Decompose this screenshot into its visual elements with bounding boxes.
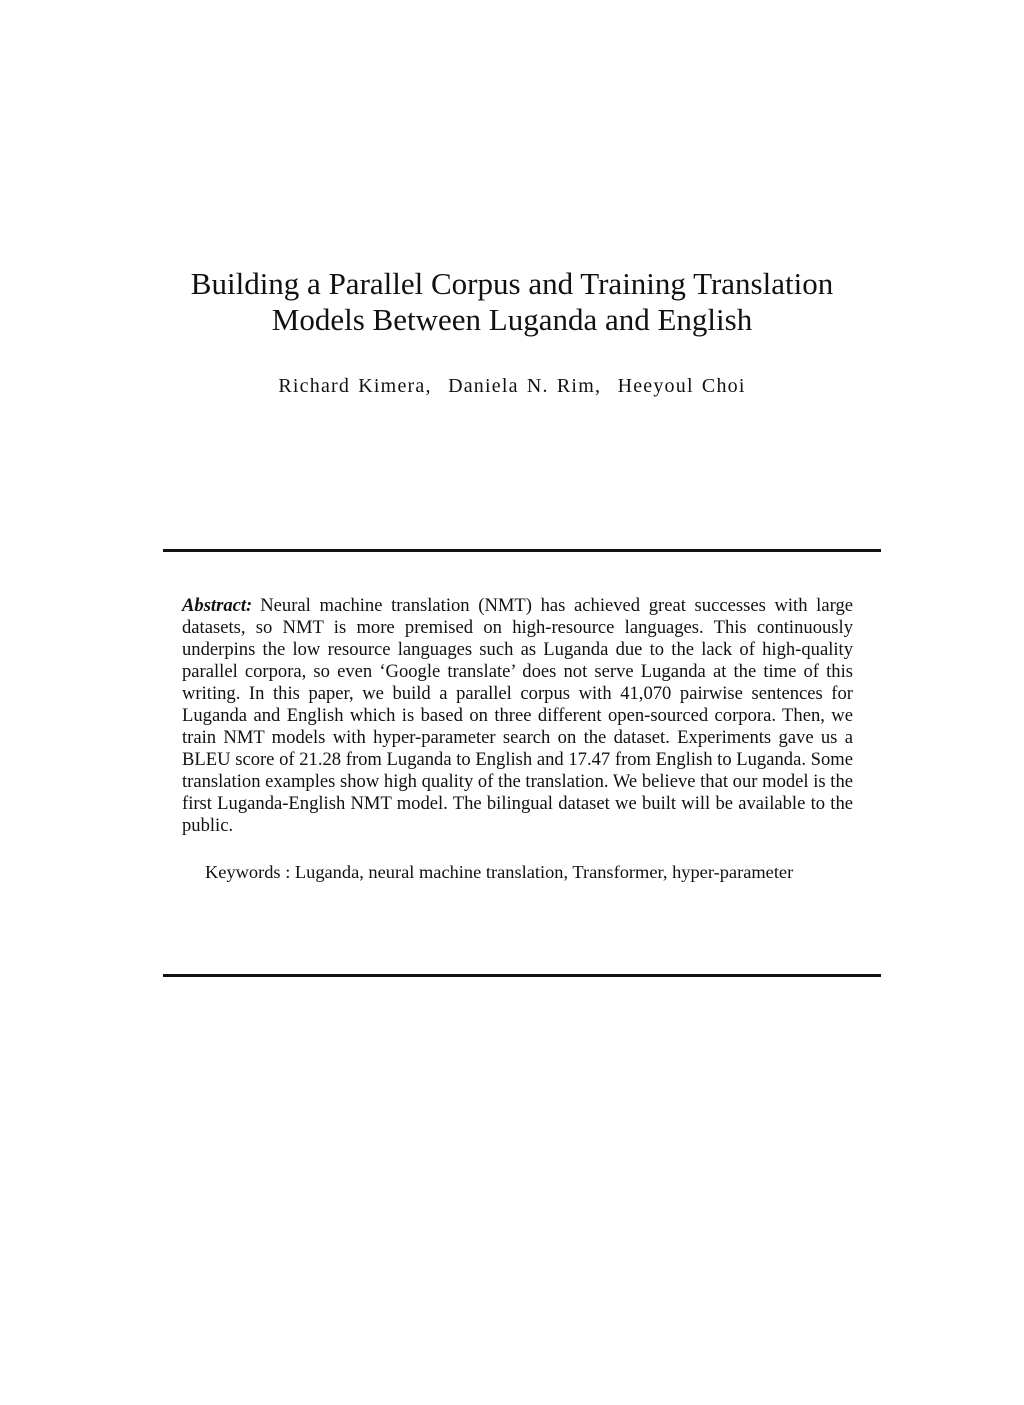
author-name: Daniela N. Rim, bbox=[448, 375, 602, 397]
author-list bbox=[0, 375, 1024, 398]
keywords: Keywords : Luganda, neural machine translation, Transformer, hyper-parameter bbox=[205, 862, 794, 882]
abstract-text: Neural machine translation (NMT) has achieved great successes with large datasets, so NMT is more premised on high-resource languages. This continuously underpins the low resource languages such as Luganda due to the lack of high-quality parallel corpora, so even ‘Google translate’ does not serve Luganda at the time of this writing. In this paper, we build a parallel corpus with 41,070 pairwise sentences for Luganda and English which is based on three different open-sourced corpora. Then, we train NMT models with hyper-parameter search on the dataset. Experiments gave us a BLEU score of 21.28 from Luganda to English and 17.47 from English to Luganda. Some translation examples show high quality of the translation. We believe that our model is the first Luganda-English NMT model. The bilingual dataset we built will be available to the public. bbox=[182, 595, 853, 836]
author-name: Heeyoul Choi bbox=[617, 375, 746, 397]
bottom-divider bbox=[163, 974, 881, 977]
title-line-1: Building a Parallel Corpus and Training Translation bbox=[190, 266, 834, 301]
paper-title bbox=[0, 266, 1024, 338]
author-name: Richard Kimera, bbox=[278, 375, 432, 397]
abstract bbox=[182, 595, 853, 837]
title-line-2: Models Between Luganda and English bbox=[271, 302, 753, 337]
top-divider bbox=[163, 549, 881, 552]
abstract-label: Abstract: bbox=[182, 595, 253, 616]
